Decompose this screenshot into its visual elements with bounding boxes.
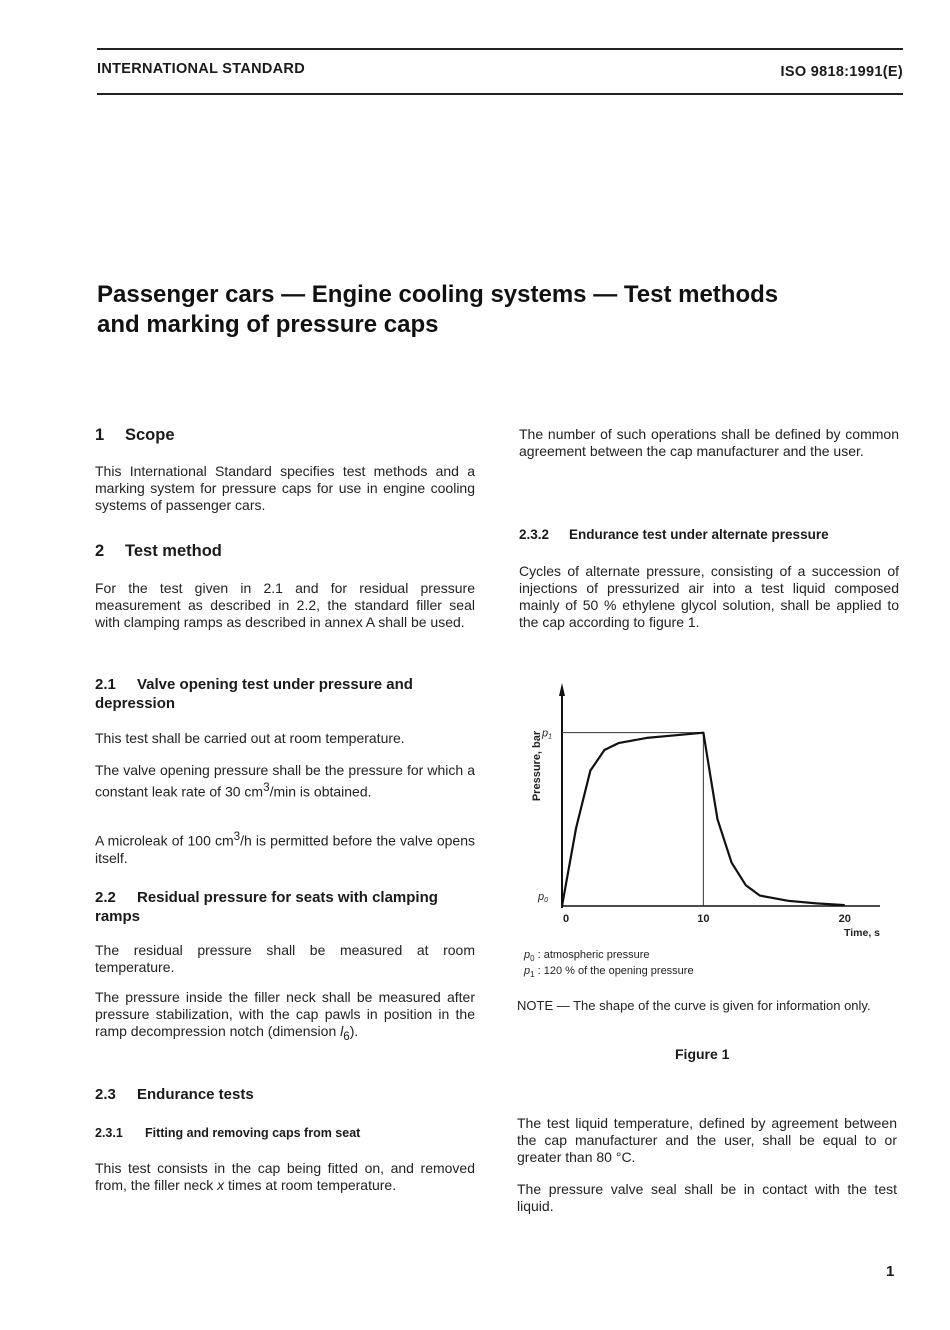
section-2-3-1-text: This test consists in the cap being fitted on, and removed from, the filler neck x times at room temperature. (95, 1160, 475, 1193)
section-2-number: 2 (95, 542, 105, 560)
section-2-3-1-number: 2.3.1 (95, 1126, 123, 1140)
section-1-text: This International Standard specifies test methods and a marking system for pressure caps for use in engine cooling systems of passenger cars. (95, 463, 475, 513)
y-tick-p1: p1 (542, 727, 553, 741)
section-2-2-para2: The pressure inside the filler neck shall be measured after pressure stabilization, with the cap pawls in position in the ramp decompression notch (dimension $l_6$). (95, 989, 475, 1043)
section-2-heading (95, 542, 222, 561)
section-2-2-title: Residual pressure for seats with clamping ramps (95, 889, 438, 925)
x-tick-10: 10 (697, 913, 710, 925)
section-2-3-2-text: Cycles of alternate pressure, consisting of a succession of injections of pressurized air into a test liquid composed mainly of 50 % ethylene glycol solution, shall be applied to the cap according to figure 1. (519, 563, 899, 630)
right-intro-text: The number of such operations shall be defined by common agreement between the cap manufacturer and the user. (519, 426, 899, 459)
figure-note: NOTE — The shape of the curve is given for information only. (517, 998, 871, 1013)
section-2-3-number: 2.3 (95, 1086, 116, 1103)
section-2-2-heading (95, 888, 475, 926)
section-2-3-2-number: 2.3.2 (519, 527, 550, 542)
x-axis-label: Time, s (844, 927, 880, 939)
page-title (97, 280, 897, 340)
header-right: ISO 9818:1991(E) (780, 64, 903, 80)
figure-1-chart (515, 678, 895, 948)
x-tick-20: 20 (838, 913, 851, 925)
section-2-1-para3: A microleak of 100 $cm^3/h$ is permitted before the valve opens itself. (95, 830, 475, 866)
section-2-3-title: Endurance tests (137, 1086, 254, 1103)
section-2-3-2-heading (519, 527, 829, 542)
legend-p0: $p_0$ : atmospheric pressure (524, 949, 650, 964)
section-2-title: Test method (125, 542, 222, 560)
x-tick-0: 0 (562, 913, 570, 925)
legend-p1: $p_1$ : 120 % of the opening pressure (524, 965, 694, 980)
right-after-para1: The test liquid temperature, defined by agreement between the cap manufacturer and the user, shall be equal to or greater than 80 °C. (517, 1115, 897, 1165)
y-axis-arrow (559, 683, 565, 696)
section-2-1-number: 2.1 (95, 676, 116, 693)
section-2-text: For the test given in 2.1 and for residual pressure measurement as described in 2.2, the standard filler seal with clamping ramps as described in annex A shall be used. (95, 580, 475, 630)
page-title-line2: and marking of pressure caps (97, 311, 439, 338)
page-title-line1: Passenger cars — Engine cooling systems — Test methods (97, 281, 779, 308)
section-2-3-1-heading (95, 1126, 360, 1140)
header-top-rule (97, 48, 903, 50)
figure-caption: Figure 1 (675, 1046, 730, 1062)
section-1-title: Scope (125, 426, 175, 444)
section-2-2-para1: The residual pressure shall be measured at room temperature. (95, 942, 475, 975)
section-2-1-heading (95, 675, 465, 713)
section-1-number: 1 (95, 426, 105, 444)
header-left: INTERNATIONAL STANDARD (97, 61, 305, 77)
section-2-3-heading (95, 1085, 254, 1104)
section-2-3-1-title: Fitting and removing caps from seat (145, 1126, 361, 1140)
header-bottom-rule (97, 93, 903, 95)
section-1-heading (95, 426, 175, 445)
section-2-1-title: Valve opening test under pressure and depression (95, 676, 413, 712)
page-number: 1 (886, 1263, 895, 1280)
y-tick-p0: p0 (538, 891, 549, 904)
right-after-para2: The pressure valve seal shall be in contact with the test liquid. (517, 1181, 897, 1214)
y-axis-label: Pressure, bar (531, 730, 543, 802)
section-2-3-2-title: Endurance test under alternate pressure (569, 527, 829, 542)
section-2-1-para2: The valve opening pressure shall be the pressure for which a constant leak rate of 30 $cm^3/\min$ is obtained. (95, 762, 475, 800)
section-2-2-number: 2.2 (95, 889, 116, 906)
section-2-1-para1: This test shall be carried out at room temperature. (95, 730, 405, 746)
